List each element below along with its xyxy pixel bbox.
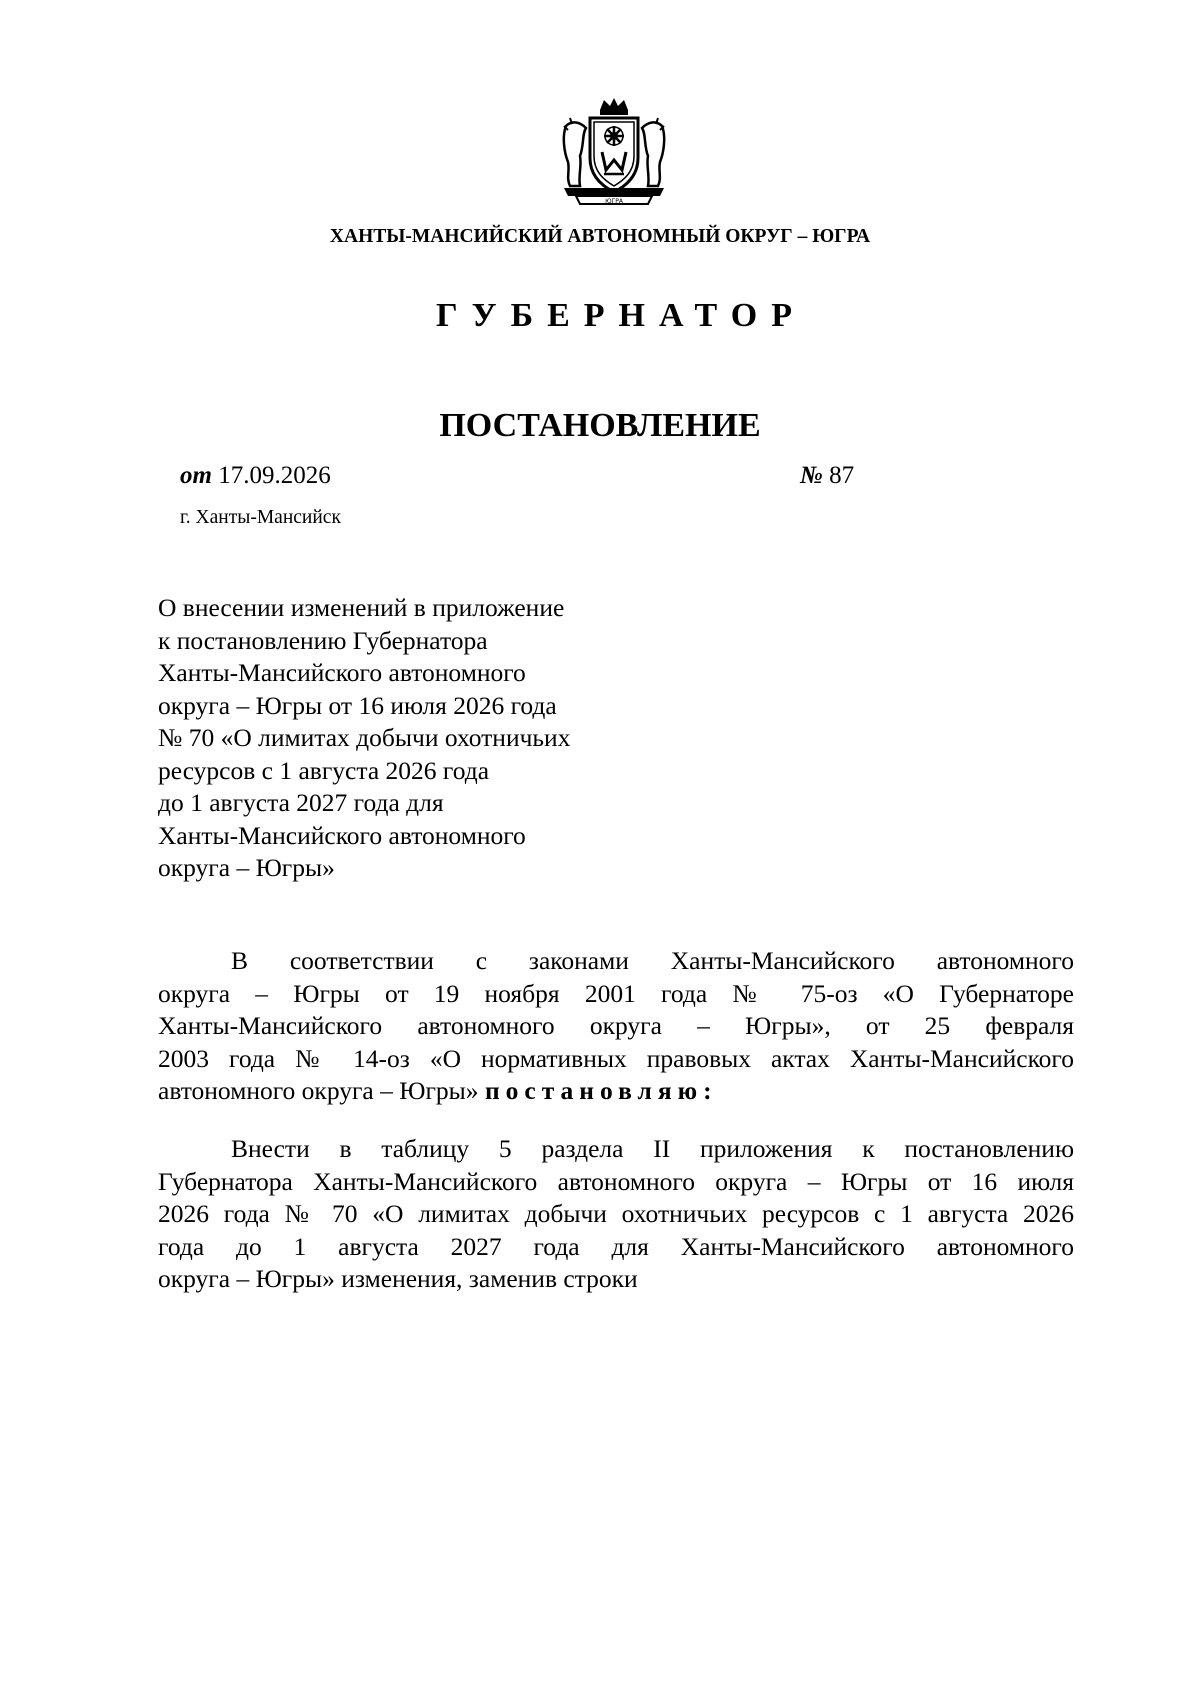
document-type: ПОСТАНОВЛЕНИЕ <box>439 407 761 444</box>
paragraph-line: В соответствии с законами Ханты-Мансийского автономного <box>231 946 1074 975</box>
subject-line: № 70 «О лимитах добычи охотничьих <box>158 723 571 752</box>
paragraph-line <box>158 1075 1074 1108</box>
subject-line: Ханты-Мансийского автономного <box>158 658 526 687</box>
paragraph-line: 2026 года № 70 «О лимитах добычи охотничьих ресурсов с 1 августа 2026 <box>158 1199 1074 1228</box>
subject-line: к постановлению Губернатора <box>158 625 488 655</box>
region-title: ХАНТЫ-МАНСИЙСКИЙ АВТОНОМНЫЙ ОКРУГ – ЮГРА <box>329 226 871 247</box>
number-value: 87 <box>829 462 855 489</box>
document-date <box>180 462 331 490</box>
paragraph-line: года до 1 августа 2027 года для Ханты-Мансийского автономного <box>158 1231 1074 1261</box>
paragraph-line: 2003 года № 14-оз «О нормативных правовых актах Ханты-Мансийского <box>158 1043 1074 1073</box>
document-subject <box>158 592 678 885</box>
preamble-paragraph <box>158 945 1074 1108</box>
operative-paragraph <box>158 1133 1074 1296</box>
paragraph-line: Внести в таблицу 5 раздела II приложения к постановлению <box>231 1134 1074 1163</box>
subject-line: до 1 августа 2027 года для <box>158 788 444 817</box>
subject-line: О внесении изменений в приложение <box>158 593 565 622</box>
subject-line: округа – Югры» <box>158 853 335 882</box>
paragraph-line-text: автономного округа – Югры» <box>158 1076 479 1105</box>
date-value: 17.09.2026 <box>218 462 331 489</box>
paragraph-line: Губернатора Ханты-Мансийского автономного округа – Югры от 16 июля <box>158 1166 1074 1196</box>
paragraph-line: округа – Югры» изменения, заменив строки <box>158 1264 638 1293</box>
authority-title: ГУБЕРНАТОР <box>436 297 806 334</box>
subject-line: округа – Югры от 16 июля 2026 года <box>158 690 557 720</box>
document-city: г. Ханты-Мансийск <box>180 507 341 528</box>
subject-line: Ханты-Мансийского автономного <box>158 820 526 850</box>
document-number <box>800 462 854 490</box>
paragraph-line: Ханты-Мансийского автономного округа – Югры», от 25 февраля <box>158 1011 1074 1040</box>
decree-word: постановляю: <box>484 1076 718 1105</box>
emblem-motto: ЮГРА <box>605 198 623 205</box>
date-prefix: от <box>180 462 212 489</box>
coat-of-arms-icon <box>560 96 668 208</box>
number-prefix: № <box>800 462 823 489</box>
subject-line: ресурсов с 1 августа 2026 года <box>158 755 490 785</box>
paragraph-line: округа – Югры от 19 ноября 2001 года № 75-оз «О Губернаторе <box>158 978 1074 1008</box>
